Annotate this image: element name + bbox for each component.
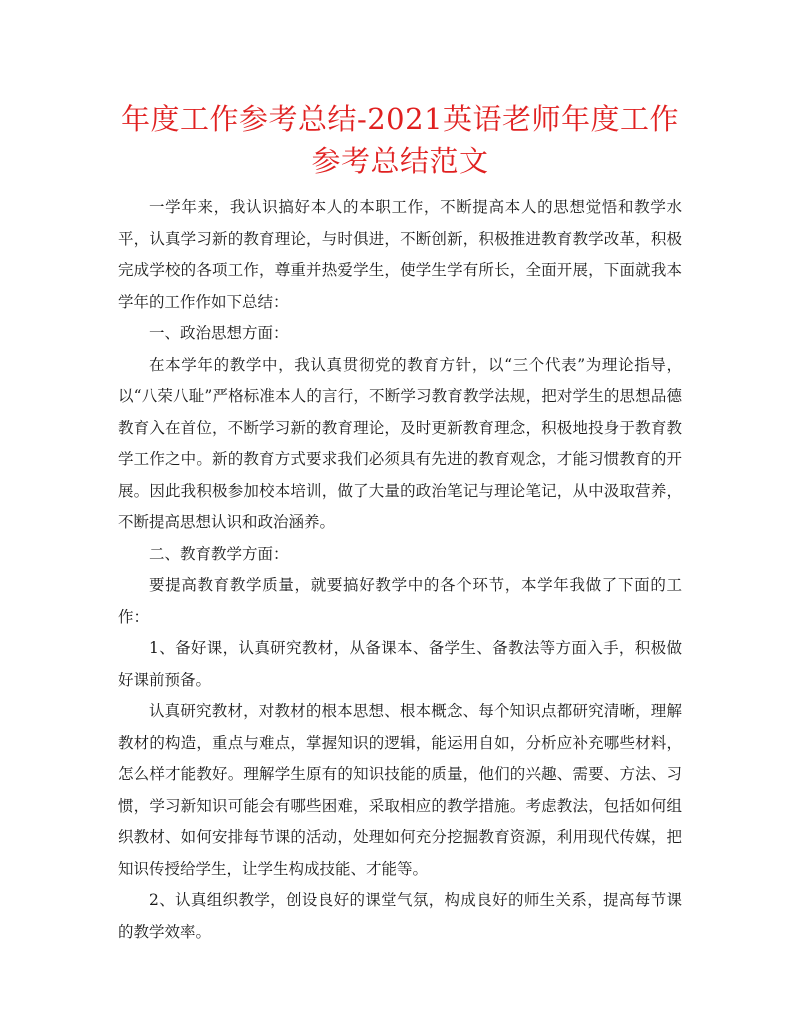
teaching-intro-paragraph: 要提高教育教学质量，就要搞好教学中的各个环节，本学年我做了下面的工作： xyxy=(118,576,682,626)
section-heading-teaching: 二、教育教学方面： xyxy=(149,544,289,563)
document-title: 年度工作参考总结-2021英语老师年度工作参考总结范文 xyxy=(120,102,680,178)
document-body xyxy=(118,192,682,948)
item-2-paragraph: 2、认真组织教学，创设良好的课堂气氛，构成良好的师生关系，提高每节课的教学效率。 xyxy=(118,891,682,941)
item-1-paragraph: 1、备好课，认真研究教材，从备课本、备学生、备教法等方面入手，积极做好课前预备。 xyxy=(118,639,682,689)
textbook-study-paragraph: 认真研究教材，对教材的根本思想、根本概念、每个知识点都研究清晰，理解教材的构造，重点与难点，掌握知识的逻辑，能运用自如，分析应补充哪些材料，怎么样才能教好。理解学生原有的知识技能的质量，他们的兴趣、需要、方法、习惯，学习新知识可能会有哪些困难，采取相应的教学措施。考虑教法，包括如何组织教材、如何安排每节课的活动，处理如何充分挖掘教育资源，利用现代传媒，把知识传授给学生，让学生构成技能、才能等。 xyxy=(118,702,682,878)
section-heading-politics: 一、政治思想方面： xyxy=(149,324,289,342)
politics-paragraph: 在本学年的教学中，我认真贯彻党的教育方针，以“三个代表”为理论指导，以“八荣八耻”严格标准本人的言行，不断学习教育教学法规，把对学生的思想品德教育入在首位，不断学习新的教育理论，及时更新教育理念，积极地投身于教育教学工作之中。新的教育方式要求我们必须具有先进的教育观念，才能习惯教育的开展。因此我积极参加校本培训，做了大量的政治笔记与理论笔记，从中汲取营养，不断提高思想认识和政治涵养。 xyxy=(118,355,682,531)
intro-paragraph: 一学年来，我认识搞好本人的本职工作，不断提高本人的思想觉悟和教学水平，认真学习新的教育理论，与时俱进，不断创新，积极推进教育教学改革，积极完成学校的各项工作，尊重并热爱学生，使学生学有所长，全面开展，下面就我本学年的工作作如下总结： xyxy=(118,198,682,311)
